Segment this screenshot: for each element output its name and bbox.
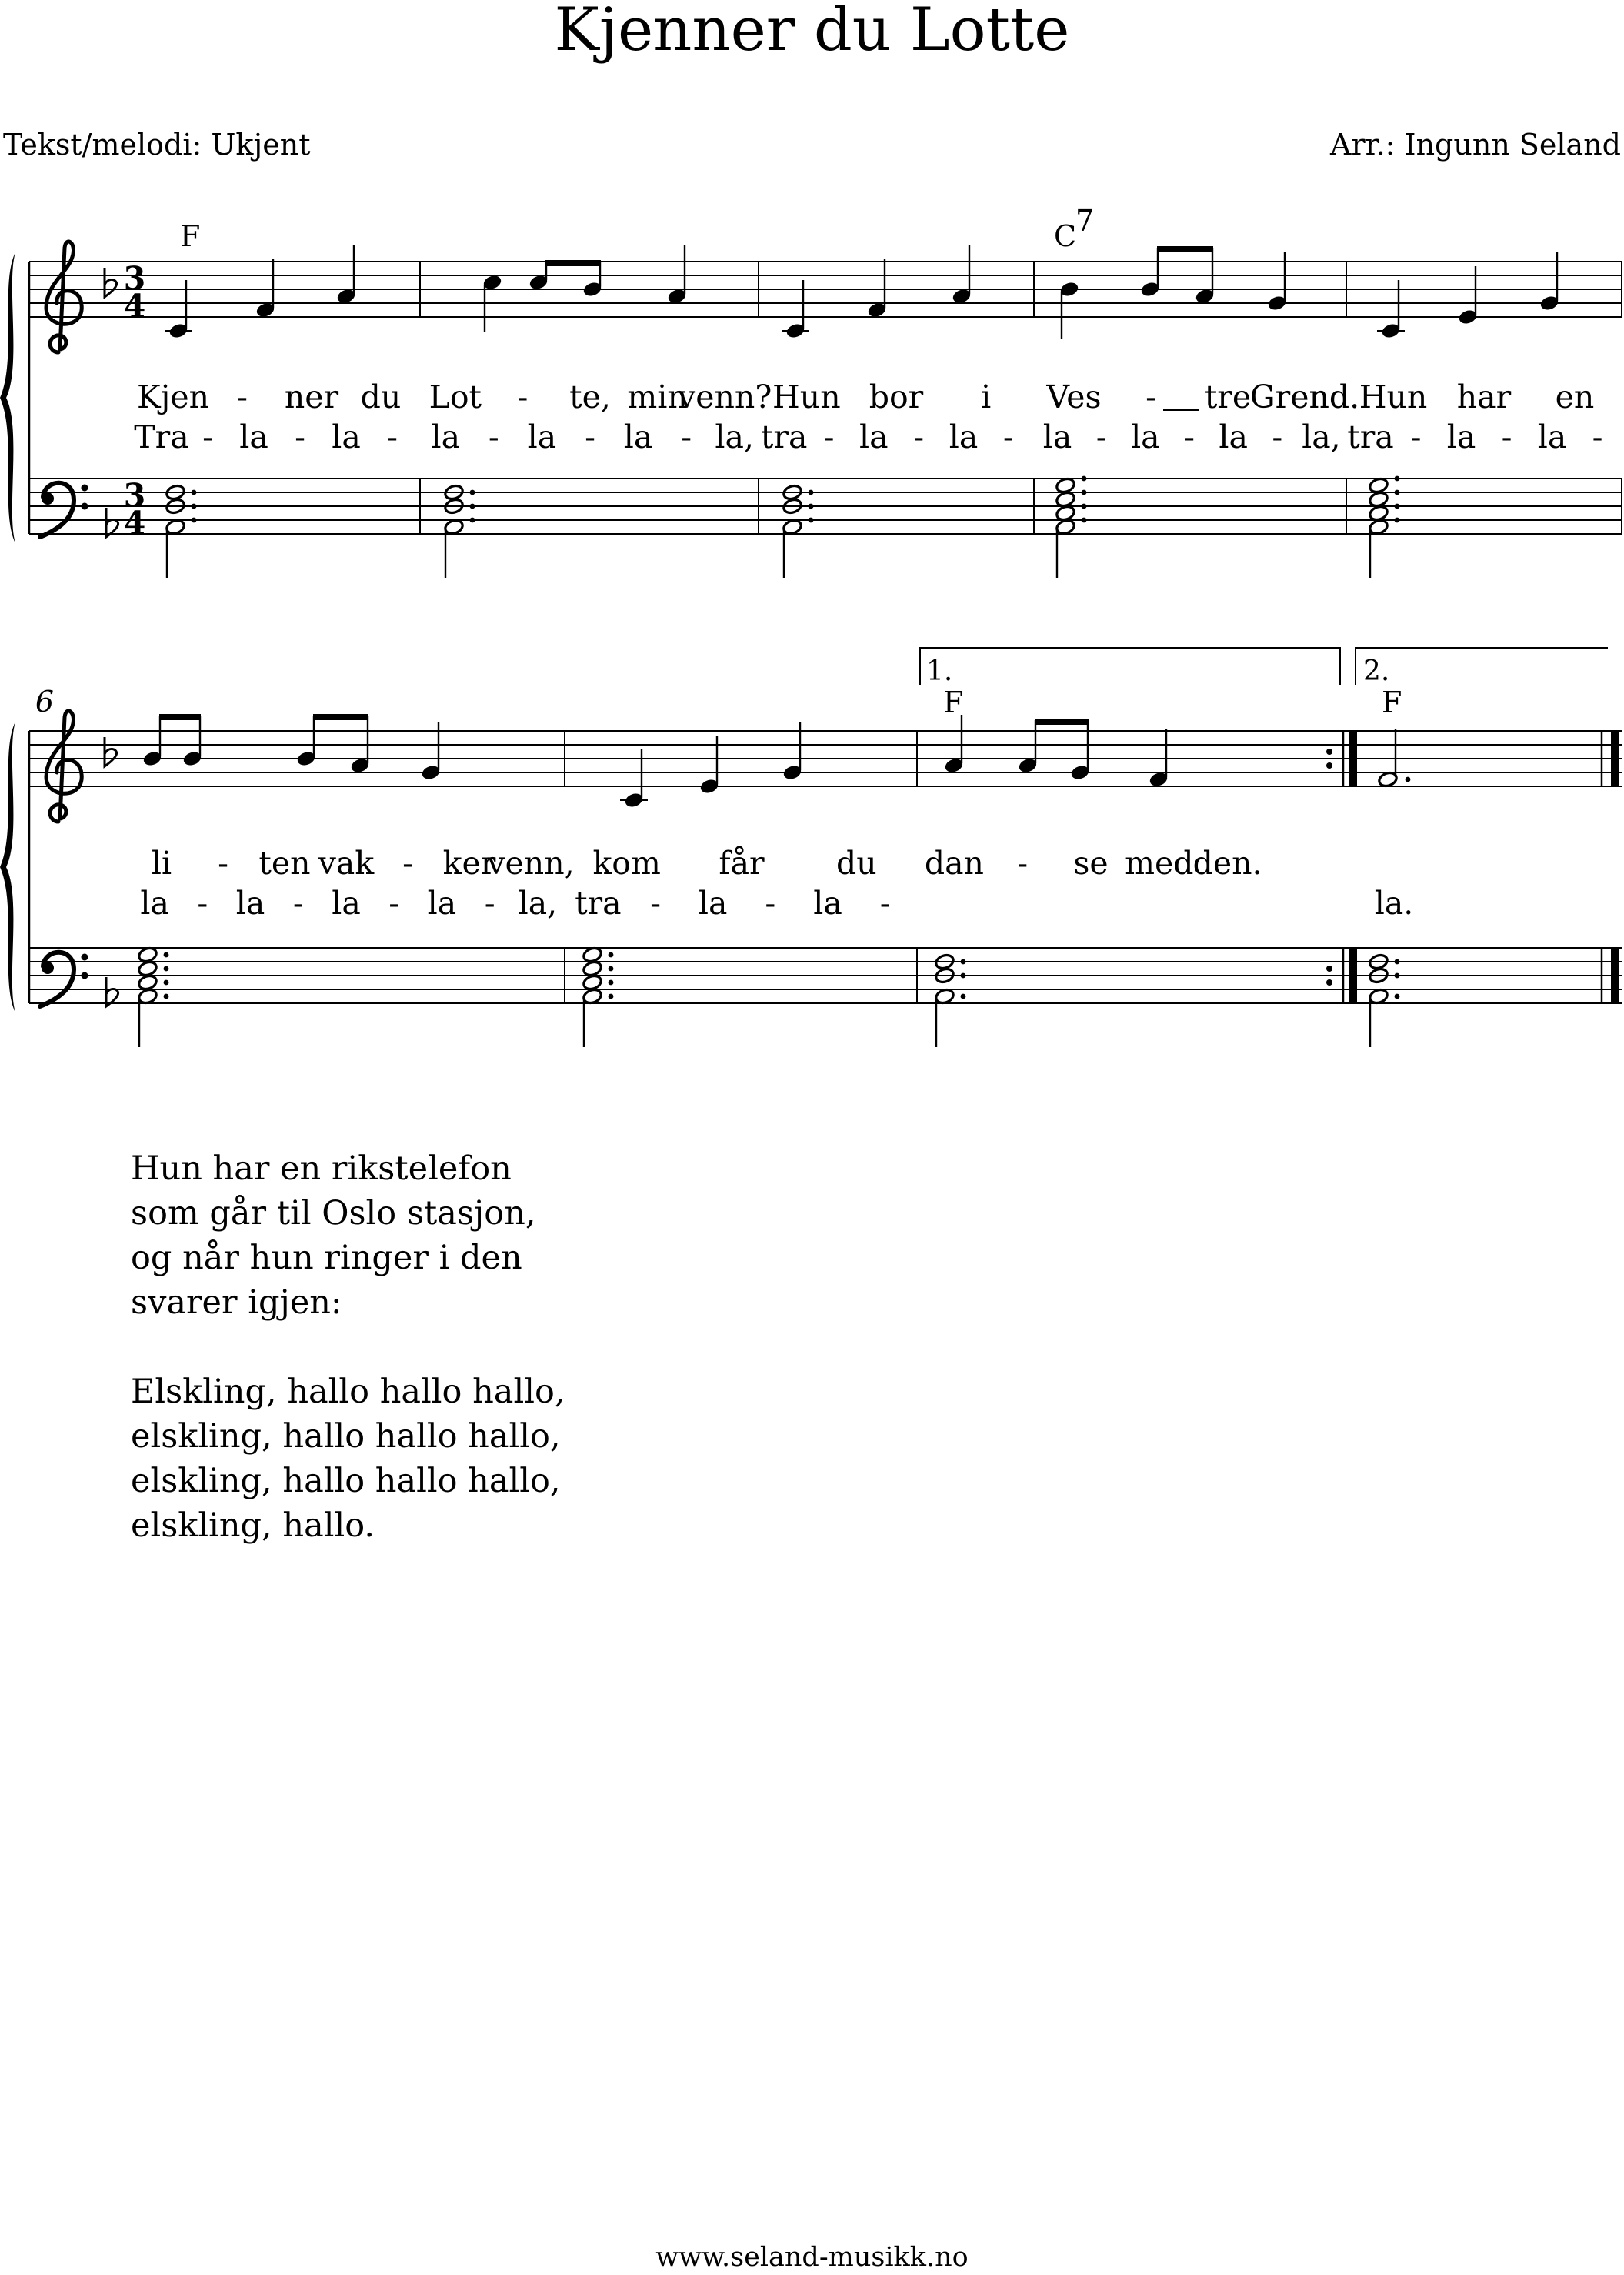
lyric-syllable: la [427, 885, 457, 922]
treble-clef [46, 242, 82, 352]
dot [192, 490, 197, 495]
lyric-syllable: ker [442, 845, 496, 882]
verse-line: som går til Oslo stasjon, [131, 1194, 536, 1233]
dot [1395, 518, 1400, 523]
time-signature-numerator: 3 [123, 260, 146, 297]
repeat-dot [1326, 966, 1332, 972]
lyric-hyphen: - [913, 419, 925, 455]
lyric-hyphen: - [387, 419, 398, 455]
dot [164, 980, 169, 986]
lyric-syllable: får [719, 845, 765, 882]
dot [470, 504, 475, 509]
lyric-hyphen: - [1272, 419, 1283, 455]
dot [192, 504, 197, 509]
lyric-hyphen: - [585, 419, 595, 455]
flat-icon [105, 268, 117, 297]
text-melody-credit: Tekst/melodi: Ukjent [3, 128, 311, 162]
dot [961, 973, 966, 979]
flat-icon [106, 977, 118, 1006]
repeat-dot [1326, 762, 1332, 769]
verse-stanza-2 [131, 1369, 565, 1548]
measure-number: 6 [35, 685, 55, 719]
lyric-syllable: ten [258, 845, 311, 882]
lyric-hyphen: - [765, 885, 776, 922]
time-signature-numerator: 3 [123, 477, 146, 514]
lyric-syllable: Grend. [1249, 379, 1360, 415]
bass-clef-dot [82, 972, 88, 979]
lyric-syllable: har [1456, 379, 1512, 415]
lyric-syllable: la [431, 419, 461, 455]
dot [470, 490, 475, 495]
lyric-syllable: la [1042, 419, 1072, 455]
additional-verses [131, 1146, 565, 1593]
lyric-syllable: min [627, 379, 688, 415]
dot [961, 994, 966, 999]
lyric-syllable: la [1537, 419, 1567, 455]
dot [164, 952, 169, 958]
verse-line: Elskling, hallo hallo hallo, [131, 1373, 565, 1411]
lyric-syllable: tra [760, 419, 808, 455]
lyric-syllable: te, [569, 379, 611, 415]
lyric-syllable: med [1125, 845, 1194, 882]
bass-clef [40, 483, 74, 537]
verse-line: elskling, hallo hallo hallo, [131, 1462, 561, 1500]
lyric-hyphen: - [292, 885, 304, 922]
dot [609, 994, 614, 999]
flat-icon [106, 508, 118, 537]
dot [809, 518, 814, 523]
brace [0, 722, 15, 1012]
sheet-music-score [0, 0, 1624, 1077]
lyric-syllable: venn, [487, 845, 575, 882]
dot [1082, 518, 1087, 523]
dot [961, 959, 966, 965]
final-barline [1611, 948, 1619, 1003]
chord-symbol: F [180, 219, 201, 253]
repeat-dot [1326, 749, 1332, 755]
lyric-hyphen: - [823, 419, 835, 455]
volta-label: 1. [926, 655, 953, 687]
lyric-hyphen: - [237, 379, 248, 415]
lyric-syllable: se [1073, 845, 1109, 882]
dot [609, 980, 614, 986]
verse-line: elskling, hallo. [131, 1506, 375, 1545]
lyric-hyphen: - [218, 845, 228, 882]
lyric-syllable: du [836, 845, 877, 882]
lyric-hyphen: - [1410, 419, 1422, 455]
dot [1395, 959, 1400, 965]
lyric-syllable: ner [284, 379, 339, 415]
lyric-syllable: kom [592, 845, 661, 882]
repeat-dot [1326, 979, 1332, 986]
page-title: Kjenner du Lotte [554, 0, 1070, 65]
verse-line: svarer igjen: [131, 1283, 342, 1322]
volta-bracket-1 [920, 648, 1340, 685]
thick-barline [1349, 948, 1357, 1003]
chord-symbol: C [1054, 219, 1077, 253]
note-beam [545, 260, 601, 266]
flat-icon [105, 737, 117, 766]
lyric-syllable: Ves [1046, 379, 1102, 415]
dot [1082, 490, 1087, 495]
lyric-hyphen: - [488, 419, 499, 455]
lyric-syllable: Tra [134, 419, 189, 455]
brace [0, 252, 15, 543]
lyric-syllable: en [1555, 379, 1595, 415]
lyric-hyphen: - [1002, 419, 1014, 455]
lyric-hyphen: - [517, 379, 529, 415]
lyric-syllable: den. [1192, 845, 1262, 882]
verse-stanza-1 [131, 1146, 565, 1325]
lyric-hyphen: - [197, 885, 208, 922]
bass-clef-dot [82, 485, 88, 492]
lyric-hyphen: - [1184, 419, 1195, 455]
lyric-syllable: la, [518, 885, 558, 922]
lyric-syllable: tre [1204, 379, 1252, 415]
lyric-syllable: la [813, 885, 842, 922]
note-beam [313, 714, 368, 720]
lyric-syllable: la [1446, 419, 1476, 455]
volta-bracket-2 [1356, 648, 1608, 685]
dot [1395, 994, 1400, 999]
arranger-credit: Arr.: Ingunn Seland [1330, 128, 1621, 162]
lyric-syllable: la [949, 419, 979, 455]
dot [809, 490, 814, 495]
lyric-syllable: Lot [429, 379, 482, 415]
verse-line: elskling, hallo hallo hallo, [131, 1417, 561, 1456]
dot [192, 518, 197, 523]
bass-clef-dot [42, 962, 54, 974]
dot [1395, 490, 1400, 495]
bass-clef-dot [82, 954, 88, 961]
lyric-syllable: li [151, 845, 172, 882]
dot [1395, 973, 1400, 979]
chord-symbol: F [1382, 686, 1402, 719]
bass-clef-dot [82, 503, 88, 510]
lyric-hyphen: - [484, 885, 495, 922]
lyric-syllable: la [623, 419, 653, 455]
dot [1395, 504, 1400, 509]
dot [1082, 504, 1087, 509]
lyric-syllable: vak [318, 845, 375, 882]
treble-clef [46, 711, 82, 822]
dot [470, 518, 475, 523]
lyric-hyphen: - [1501, 419, 1512, 455]
lyric-syllable: la [698, 885, 728, 922]
lyric-syllable: la [332, 885, 361, 922]
lyric-hyphen: - [388, 885, 400, 922]
lyric-syllable: la, [1302, 419, 1341, 455]
lyric-syllable: Hun [1359, 379, 1428, 415]
lyric-syllable: dan [924, 845, 984, 882]
lyric-hyphen: - [1017, 845, 1029, 882]
dot [1082, 476, 1087, 482]
verse-line: Hun har en rikstelefon [131, 1149, 512, 1188]
lyric-syllable: la, [715, 419, 755, 455]
lyric-syllable: venn? [678, 379, 772, 415]
dot [164, 994, 169, 999]
lyric-syllable: la [235, 885, 265, 922]
dot [609, 966, 614, 972]
lyric-hyphen: - [202, 419, 213, 455]
chord-superscript: 7 [1075, 204, 1095, 238]
footer-url: www.seland-musikk.no [655, 2242, 969, 2273]
dot [1406, 777, 1411, 782]
chord-symbol: F [943, 686, 964, 719]
lyric-syllable: la. [1374, 885, 1414, 922]
lyric-syllable: la [1131, 419, 1160, 455]
lyric-syllable: tra [575, 885, 622, 922]
time-signature-denominator: 4 [123, 505, 146, 542]
volta-label: 2. [1363, 655, 1390, 687]
note-beam [159, 714, 201, 720]
note-beam [1157, 246, 1213, 252]
bass-clef [40, 952, 74, 1006]
lyric-syllable: la [332, 419, 361, 455]
lyric-hyphen: - [650, 885, 661, 922]
dot [1395, 476, 1400, 482]
lyric-syllable: la [859, 419, 889, 455]
lyric-syllable: la [239, 419, 268, 455]
bass-clef-dot [42, 492, 54, 505]
lyric-syllable: la [527, 419, 557, 455]
lyric-syllable: la [1219, 419, 1248, 455]
verse-line: og når hun ringer i den [131, 1239, 522, 1277]
lyric-syllable: Kjen [136, 379, 210, 415]
thick-barline [1349, 731, 1357, 786]
lyric-hyphen: - [1592, 419, 1603, 455]
lyric-hyphen: - [1095, 419, 1107, 455]
lyric-hyphen: - [402, 845, 413, 882]
lyric-syllable: bor [869, 379, 924, 415]
lyric-syllable: la [140, 885, 169, 922]
lyric-syllable: du [360, 379, 402, 415]
lyric-hyphen: - [1145, 379, 1156, 415]
dot [609, 952, 614, 958]
final-barline [1611, 731, 1619, 786]
lyric-hyphen: - [681, 419, 692, 455]
time-signature-denominator: 4 [123, 288, 146, 325]
lyric-syllable: i [981, 379, 992, 415]
note-beam [1035, 719, 1089, 725]
dot [164, 966, 169, 972]
dot [809, 504, 814, 509]
lyric-syllable: Hun [772, 379, 841, 415]
lyric-hyphen: - [295, 419, 305, 455]
lyric-syllable: tra [1347, 419, 1394, 455]
lyric-hyphen: - [879, 885, 891, 922]
